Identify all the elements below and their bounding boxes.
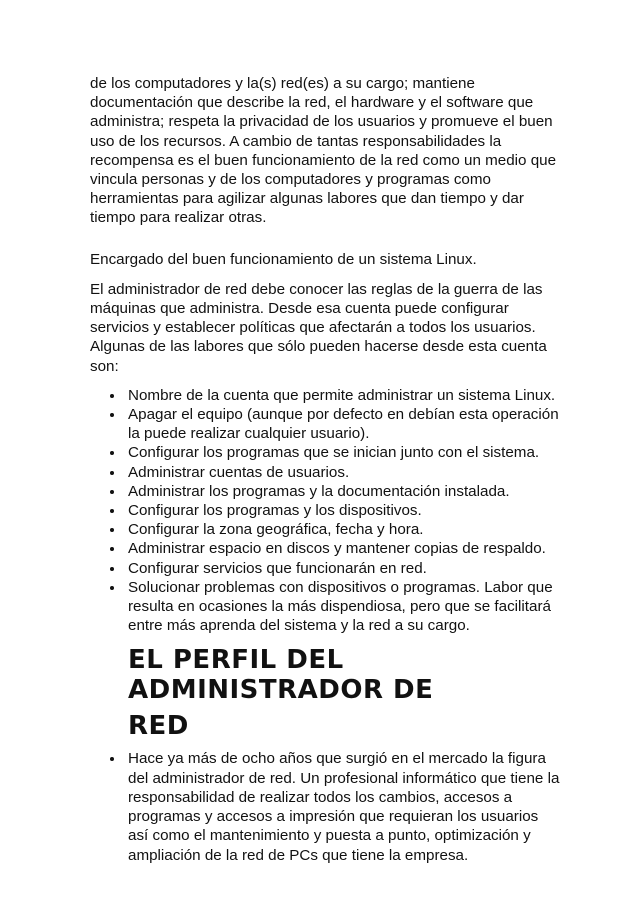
list-item: Solucionar problemas con dispositivos o programas. Labor que resulta en ocasiones la más dispendiosa, pero que se facilitará entre más aprenda del sistema y la red a su cargo. — [90, 578, 560, 636]
list-item: Configurar los programas que se inician junto con el sistema. — [90, 443, 560, 462]
list-item: Configurar la zona geográfica, fecha y hora. — [90, 520, 560, 539]
section-heading — [128, 645, 560, 741]
paragraph-admin-rules: El administrador de red debe conocer las reglas de la guerra de las máquinas que administra. Desde esa cuenta puede configurar servicios y establecer políticas que afectarán a todos los usuarios. Algunas de las labores que sólo pueden hacerse desde esta cuenta son: — [90, 280, 547, 375]
task-list — [90, 386, 560, 636]
list-item: Configurar servicios que funcionarán en red. — [90, 559, 560, 578]
list-item: Administrar cuentas de usuarios. — [90, 463, 560, 482]
paragraph-linux-caption: Encargado del buen funcionamiento de un sistema Linux. — [90, 250, 477, 268]
paragraph-intro: de los computadores y la(s) red(es) a su cargo; mantiene documentación que describe la red, el hardware y el software que administra; respeta la privacidad de los usuarios y promueve el buen uso de los recursos. A cambio de tantas responsabilidades la recompensa es el buen funcionamiento de la red como un medio que vincula personas y de los computadores y programas como herramientas para agilizar algunas labores que dan tiempo y dar tiempo para realizar otras. — [90, 75, 557, 227]
list-item: Nombre de la cuenta que permite administrar un sistema Linux. — [90, 386, 560, 405]
list-item: Hace ya más de ocho años que surgió en el mercado la figura del administrador de red. Un profesional informático que tiene la responsabilidad de realizar todos los cambios, accesos a programas y accesos a impresión que requieran los usuarios así como el mantenimiento y puesta a punto, optimización y ampliación de la red de PCs que tiene la empresa. — [90, 749, 560, 864]
list-item: Apagar el equipo (aunque por defecto en debían esta operación la puede realizar cualquier usuario). — [90, 405, 560, 443]
list-item: Configurar los programas y los dispositivos. — [90, 501, 560, 520]
section-heading-line2: RED — [128, 711, 189, 742]
document-page — [90, 74, 560, 865]
list-item: Administrar espacio en discos y mantener copias de respaldo. — [90, 539, 560, 558]
section-heading-line1: EL PERFIL DEL ADMINISTRADOR DE — [128, 645, 434, 706]
list-item: Administrar los programas y la documentación instalada. — [90, 482, 560, 501]
profile-list — [90, 749, 560, 864]
